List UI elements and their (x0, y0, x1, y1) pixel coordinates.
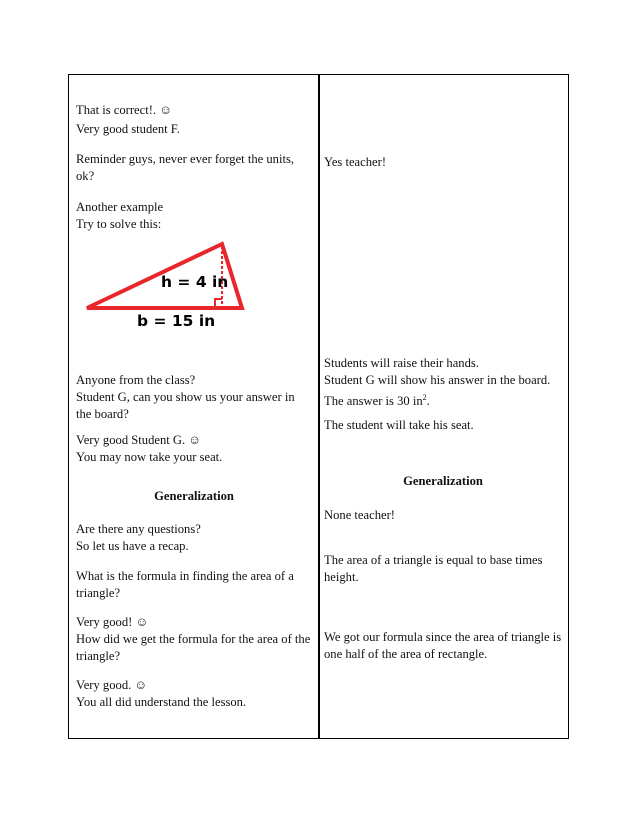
teacher-line: the board? (76, 407, 129, 421)
teacher-line: How did we get the formula for the area of the (76, 632, 311, 646)
student-line: The area of a triangle is equal to base times (324, 553, 543, 567)
teacher-line: Reminder guys, never ever forget the units, (76, 152, 294, 166)
teacher-section-heading: Generalization (154, 489, 234, 503)
teacher-line: Very good student F. (76, 122, 180, 136)
teacher-line: Anyone from the class? (76, 373, 196, 387)
student-line: Students will raise their hands. (324, 356, 479, 370)
student-line: The student will take his seat. (324, 418, 474, 432)
student-line: one half of the area of rectangle. (324, 647, 488, 661)
answer-text: The answer is 30 in (324, 394, 423, 409)
answer-period: . (426, 394, 430, 409)
student-line: height. (324, 570, 359, 584)
teacher-line: So let us have a recap. (76, 539, 189, 553)
answer-superscript: 2 (422, 393, 427, 402)
student-line: We got our formula since the area of triangle is (324, 630, 562, 644)
teacher-line: You all did understand the lesson. (76, 695, 247, 709)
student-section-heading: Generalization (403, 474, 483, 488)
height-label: h = 4 in (161, 273, 229, 291)
teacher-line: Try to solve this: (76, 217, 162, 231)
teacher-line: Student G, can you show us your answer in (76, 390, 295, 404)
teacher-line: triangle? (76, 586, 121, 600)
teacher-line: You may now take your seat. (76, 450, 223, 464)
teacher-line: Very good Student G. ☺ (76, 433, 202, 447)
teacher-line: What is the formula in finding the area of a (76, 569, 294, 583)
teacher-line: Are there any questions? (76, 522, 201, 536)
student-line: Student G will show his answer in the board. (324, 373, 551, 387)
teacher-line: triangle? (76, 649, 121, 663)
student-answer-line (324, 389, 430, 410)
right-angle-marker (215, 299, 222, 306)
base-label: b = 15 in (137, 312, 216, 330)
teacher-line: ok? (76, 169, 95, 183)
teacher-line: That is correct!. ☺ (76, 103, 173, 117)
student-line: Yes teacher! (324, 155, 387, 169)
student-line: None teacher! (324, 508, 395, 522)
column-divider (318, 75, 320, 738)
teacher-line: Very good. ☺ (76, 678, 148, 692)
teacher-line: Another example (76, 200, 164, 214)
teacher-line: Very good! ☺ (76, 615, 149, 629)
triangle-figure (85, 240, 250, 330)
